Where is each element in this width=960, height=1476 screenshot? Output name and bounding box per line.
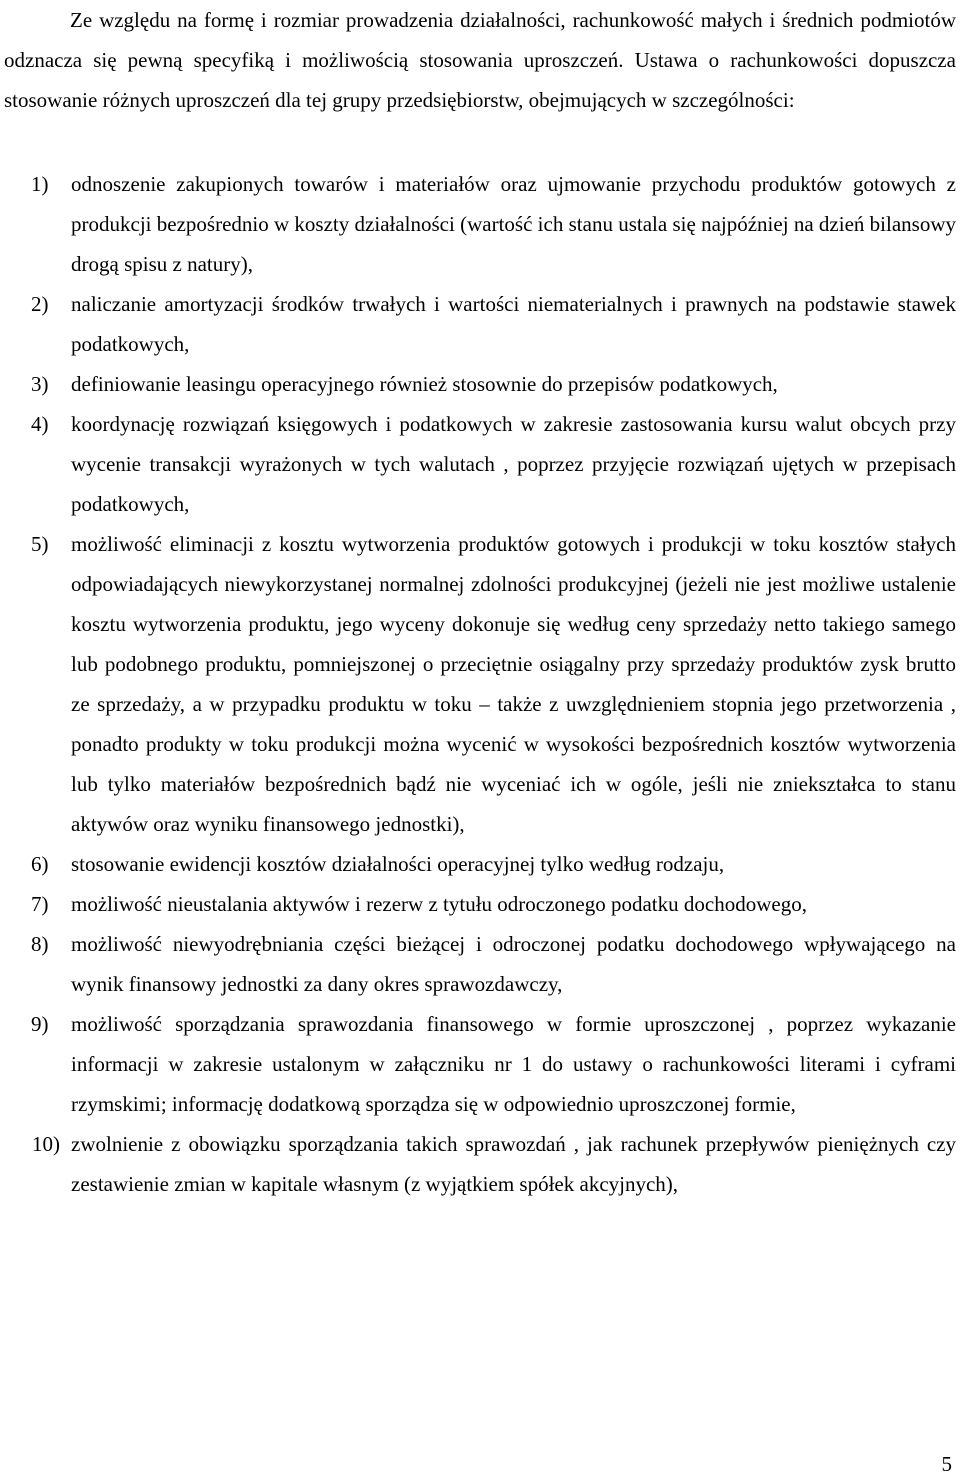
list-item-text: koordynację rozwiązań księgowych i podatkowych w zakresie zastosowania kursu walut obcych przy wycenie transakcji wyrażonych w tych walutach , poprzez przyjęcie rozwiązań ujętych w przepisach podatkowych,: [71, 412, 956, 516]
list-item: [4, 404, 956, 524]
page-number: 5: [941, 1452, 952, 1476]
list-item-number: 9): [31, 1012, 49, 1036]
list-item-text: definiowanie leasingu operacyjnego również stosownie do przepisów podatkowych,: [71, 372, 778, 396]
list-item-text: możliwość niewyodrębniania części bieżącej i odroczonej podatku dochodowego wpływającego na wynik finansowy jednostki za dany okres sprawozdawczy,: [71, 932, 956, 996]
list-item: [4, 284, 956, 364]
list-item: [4, 1124, 956, 1204]
list-item-number: 7): [31, 892, 49, 916]
list-item-number: 3): [31, 372, 49, 396]
list-item: [4, 844, 956, 884]
list-item-text: możliwość nieustalania aktywów i rezerw z tytułu odroczonego podatku dochodowego,: [71, 892, 807, 916]
list-item: [4, 924, 956, 1004]
list-item-number: 6): [31, 852, 49, 876]
list-item-number: 8): [31, 932, 49, 956]
list-item-text: zwolnienie z obowiązku sporządzania takich sprawozdań , jak rachunek przepływów pieniężnych czy zestawienie zmian w kapitale własnym (z wyjątkiem spółek akcyjnych),: [71, 1132, 956, 1196]
simplifications-list: [4, 164, 956, 1204]
list-item-number: 10): [32, 1132, 60, 1156]
list-item-text: naliczanie amortyzacji środków trwałych i wartości niematerialnych i prawnych na podstawie stawek podatkowych,: [71, 292, 956, 356]
intro-text: Ze względu na formę i rozmiar prowadzenia działalności, rachunkowość małych i średnich podmiotów odznacza się pewną specyfiką i możliwością stosowania uproszczeń. Ustawa o rachunkowości dopuszcza stosowanie różnych uproszczeń dla tej grupy przedsiębiorstw, obejmujących w szczególności:: [4, 8, 956, 112]
list-item: [4, 364, 956, 404]
list-item: [4, 164, 956, 284]
list-item-text: możliwość sporządzania sprawozdania finansowego w formie uproszczonej , poprzez wykazanie informacji w zakresie ustalonym w załączniku nr 1 do ustawy o rachunkowości literami i cyframi rzymskimi; informację dodatkową sporządza się w odpowiednio uproszczonej formie,: [71, 1012, 956, 1116]
list-item-text: możliwość eliminacji z kosztu wytworzenia produktów gotowych i produkcji w toku kosztów stałych odpowiadających niewykorzystanej normalnej zdolności produkcyjnej (jeżeli nie jest możliwe ustalenie kosztu wytworzenia produktu, jego wyceny dokonuje się według ceny sprzedaży netto takiego samego lub podobnego produktu, pomniejszonej o przeciętnie osiągalny przy sprzedaży produktów zysk brutto ze sprzedaży, a w przypadku produktu w toku – także z uwzględnieniem stopnia jego przetworzenia , ponadto produkty w toku produkcji można wycenić w wysokości bezpośrednich kosztów wytworzenia lub tylko materiałów bezpośrednich bądź nie wyceniać ich w ogóle, jeśli nie zniekształca to stanu aktywów oraz wyniku finansowego jednostki),: [71, 532, 956, 836]
list-item-text: stosowanie ewidencji kosztów działalności operacyjnej tylko według rodzaju,: [71, 852, 725, 876]
list-item-number: 5): [31, 532, 49, 556]
list-item-number: 1): [31, 172, 49, 196]
list-item: [4, 524, 956, 844]
list-item: [4, 1004, 956, 1124]
list-item: [4, 884, 956, 924]
list-item-number: 2): [31, 292, 49, 316]
intro-paragraph: [4, 0, 956, 120]
list-item-number: 4): [31, 412, 49, 436]
list-item-text: odnoszenie zakupionych towarów i materiałów oraz ujmowanie przychodu produktów gotowych z produkcji bezpośrednio w koszty działalności (wartość ich stanu ustala się najpóźniej na dzień bilansowy drogą spisu z natury),: [71, 172, 956, 276]
